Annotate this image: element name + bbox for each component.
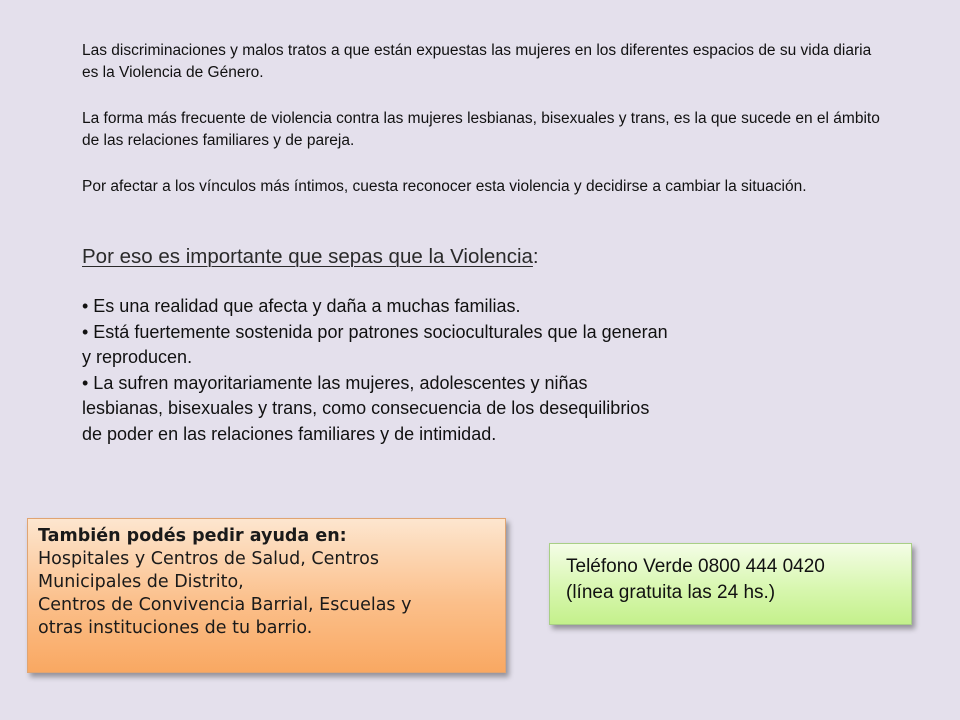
section-heading-colon: : (532, 245, 539, 268)
intro-paragraph-2: La forma más frecuente de violencia contra las mujeres lesbianas, bisexuales y trans, es la que sucede en el ámbito de las relaciones familiares y de pareja. (82, 110, 880, 149)
hotline-number: Teléfono Verde 0800 444 0420 (566, 556, 825, 577)
help-box-title: También podés pedir ayuda en: (38, 526, 347, 546)
help-box-line: Hospitales y Centros de Salud, Centros (38, 549, 379, 569)
hotline-hours: (línea gratuita las 24 hs.) (566, 582, 776, 603)
hotline-box (549, 543, 912, 625)
intro-paragraph-3: Por afectar a los vínculos más íntimos, cuesta reconocer esta violencia y decidirse a cambiar la situación. (82, 178, 807, 195)
help-box-line: Municipales de Distrito, (38, 572, 244, 592)
list-item: • Está fuertemente sostenida por patrones socioculturales que la generan y reproducen. (82, 321, 668, 367)
help-places-box (27, 518, 506, 673)
help-box-line: otras instituciones de tu barrio. (38, 618, 313, 638)
intro-paragraph-1: Las discriminaciones y malos tratos a que están expuestas las mujeres en los diferentes espacios de su vida diaria es la Violencia de Género. (82, 42, 872, 81)
help-box-line: Centros de Convivencia Barrial, Escuelas y (38, 595, 412, 615)
list-item: • Es una realidad que afecta y daña a muchas familias. (82, 296, 521, 316)
list-item: • La sufren mayoritariamente las mujeres, adolescentes y niñas lesbianas, bisexuales y trans, como consecuencia de los desequilibrios de poder en las relaciones familiares y de intimidad. (82, 372, 650, 444)
section-heading-text: Por eso es importante que sepas que la Violencia (82, 245, 533, 268)
violence-facts-list (82, 294, 672, 447)
section-heading (82, 243, 539, 271)
